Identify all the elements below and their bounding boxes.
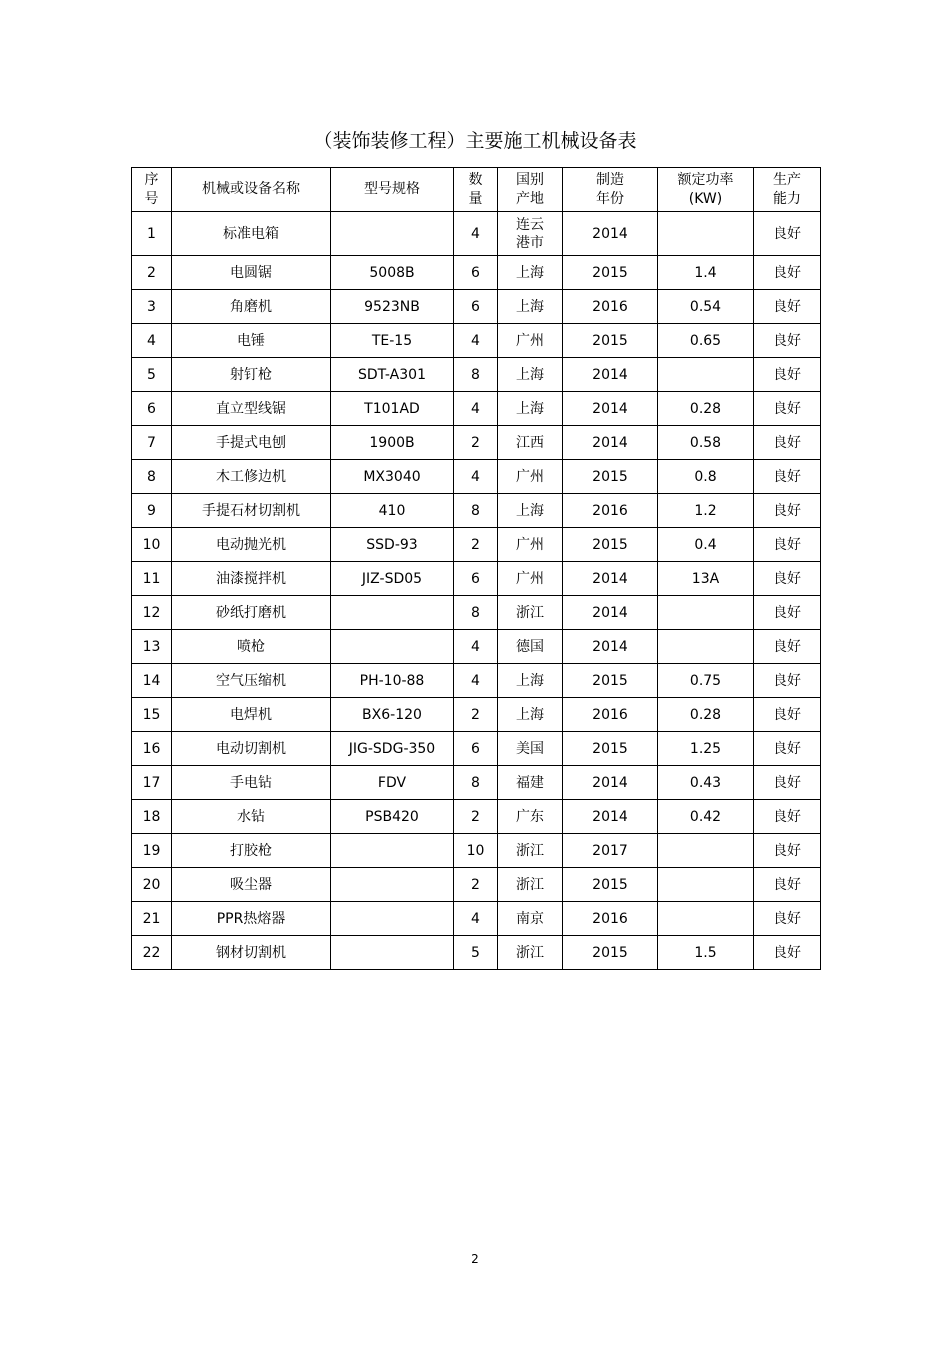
- cell-no: 7: [132, 426, 172, 460]
- cell-no: 19: [132, 834, 172, 868]
- table-row: [132, 358, 821, 392]
- cell-qty: 4: [454, 392, 498, 426]
- cell-no: 4: [132, 324, 172, 358]
- cell-capacity: 良好: [754, 800, 821, 834]
- col-header-capacity: [754, 168, 821, 212]
- table-row: [132, 324, 821, 358]
- cell-power: 1.2: [658, 494, 754, 528]
- cell-capacity: 良好: [754, 902, 821, 936]
- cell-year: 2015: [563, 460, 658, 494]
- table-row: [132, 698, 821, 732]
- cell-year: 2014: [563, 596, 658, 630]
- cell-year: 2014: [563, 392, 658, 426]
- cell-year: 2015: [563, 936, 658, 970]
- table-row: [132, 426, 821, 460]
- cell-power: 0.8: [658, 460, 754, 494]
- cell-model: [331, 596, 454, 630]
- cell-capacity: 良好: [754, 528, 821, 562]
- table-body: [132, 212, 821, 970]
- cell-model: SDT-A301: [331, 358, 454, 392]
- header-line-1: 国别: [516, 171, 544, 188]
- header-line-2: (KW): [688, 190, 723, 207]
- cell-no: 15: [132, 698, 172, 732]
- cell-capacity: 良好: [754, 664, 821, 698]
- cell-power: 0.43: [658, 766, 754, 800]
- cell-no: 20: [132, 868, 172, 902]
- cell-model: 1900B: [331, 426, 454, 460]
- header-line-1: 额定功率: [677, 171, 734, 188]
- cell-qty: 2: [454, 426, 498, 460]
- cell-year: 2015: [563, 528, 658, 562]
- cell-power: [658, 212, 754, 256]
- cell-capacity: 良好: [754, 834, 821, 868]
- cell-origin: 浙江: [498, 868, 563, 902]
- cell-name: 电动抛光机: [172, 528, 331, 562]
- cell-origin: 上海: [498, 256, 563, 290]
- cell-origin: 江西: [498, 426, 563, 460]
- cell-model: T101AD: [331, 392, 454, 426]
- cell-power: 1.5: [658, 936, 754, 970]
- col-header-origin: [498, 168, 563, 212]
- cell-model: [331, 936, 454, 970]
- cell-qty: 8: [454, 494, 498, 528]
- cell-no: 6: [132, 392, 172, 426]
- table-row: [132, 562, 821, 596]
- cell-model: MX3040: [331, 460, 454, 494]
- cell-qty: 10: [454, 834, 498, 868]
- cell-name: 吸尘器: [172, 868, 331, 902]
- cell-year: 2016: [563, 494, 658, 528]
- cell-power: [658, 358, 754, 392]
- cell-year: 2014: [563, 212, 658, 256]
- cell-year: 2014: [563, 800, 658, 834]
- cell-qty: 2: [454, 528, 498, 562]
- cell-no: 12: [132, 596, 172, 630]
- cell-model: BX6-120: [331, 698, 454, 732]
- cell-no: 11: [132, 562, 172, 596]
- cell-qty: 2: [454, 698, 498, 732]
- cell-no: 8: [132, 460, 172, 494]
- cell-qty: 8: [454, 358, 498, 392]
- cell-model: [331, 902, 454, 936]
- cell-capacity: 良好: [754, 256, 821, 290]
- header-line-1: 机械或设备名称: [202, 181, 300, 197]
- cell-qty: 4: [454, 212, 498, 256]
- cell-year: 2014: [563, 766, 658, 800]
- cell-qty: 8: [454, 596, 498, 630]
- cell-origin: 广州: [498, 324, 563, 358]
- header-line-1: 生产: [773, 171, 801, 188]
- cell-capacity: 良好: [754, 596, 821, 630]
- cell-origin: 上海: [498, 290, 563, 324]
- header-line-2: 能力: [773, 190, 801, 207]
- cell-power: 1.25: [658, 732, 754, 766]
- table-row: [132, 766, 821, 800]
- cell-origin: [498, 212, 563, 256]
- cell-no: 1: [132, 212, 172, 256]
- cell-power: 0.4: [658, 528, 754, 562]
- cell-capacity: 良好: [754, 324, 821, 358]
- cell-no: 3: [132, 290, 172, 324]
- cell-year: 2015: [563, 868, 658, 902]
- cell-capacity: 良好: [754, 630, 821, 664]
- table-row: [132, 460, 821, 494]
- cell-name: 射钉枪: [172, 358, 331, 392]
- cell-no: 21: [132, 902, 172, 936]
- cell-year: 2014: [563, 358, 658, 392]
- cell-model: [331, 868, 454, 902]
- header-line-1: 序: [144, 171, 159, 188]
- col-header-no: [132, 168, 172, 212]
- cell-year: 2014: [563, 630, 658, 664]
- origin-line-1: 连云: [516, 216, 544, 233]
- cell-name: 电圆锯: [172, 256, 331, 290]
- cell-no: 17: [132, 766, 172, 800]
- cell-model: TE-15: [331, 324, 454, 358]
- cell-no: 2: [132, 256, 172, 290]
- header-line-1: 型号规格: [364, 181, 420, 197]
- table-row: [132, 494, 821, 528]
- cell-origin: 福建: [498, 766, 563, 800]
- cell-origin: 广东: [498, 800, 563, 834]
- cell-qty: 6: [454, 732, 498, 766]
- cell-origin: 广州: [498, 460, 563, 494]
- cell-year: 2016: [563, 902, 658, 936]
- cell-no: 9: [132, 494, 172, 528]
- cell-capacity: 良好: [754, 698, 821, 732]
- cell-origin: 上海: [498, 664, 563, 698]
- header-line-1: 数: [468, 171, 483, 188]
- cell-origin: 上海: [498, 698, 563, 732]
- cell-name: 电动切割机: [172, 732, 331, 766]
- cell-year: 2015: [563, 664, 658, 698]
- cell-power: 0.28: [658, 392, 754, 426]
- table-row: [132, 800, 821, 834]
- header-line-2: 量: [468, 190, 483, 207]
- cell-model: [331, 212, 454, 256]
- cell-capacity: 良好: [754, 460, 821, 494]
- cell-power: [658, 868, 754, 902]
- cell-power: 0.28: [658, 698, 754, 732]
- cell-model: 9523NB: [331, 290, 454, 324]
- table-row: [132, 902, 821, 936]
- cell-model: FDV: [331, 766, 454, 800]
- cell-model: [331, 630, 454, 664]
- cell-qty: 6: [454, 256, 498, 290]
- cell-no: 5: [132, 358, 172, 392]
- table-row: [132, 630, 821, 664]
- cell-year: 2015: [563, 256, 658, 290]
- cell-origin: 浙江: [498, 936, 563, 970]
- cell-model: SSD-93: [331, 528, 454, 562]
- cell-name: PPR热熔器: [172, 902, 331, 936]
- cell-origin: 南京: [498, 902, 563, 936]
- table-row: [132, 868, 821, 902]
- cell-name: 电锤: [172, 324, 331, 358]
- cell-qty: 4: [454, 324, 498, 358]
- cell-name: 手提式电刨: [172, 426, 331, 460]
- col-header-power: [658, 168, 754, 212]
- cell-power: 0.58: [658, 426, 754, 460]
- cell-origin: 美国: [498, 732, 563, 766]
- table-row: [132, 834, 821, 868]
- cell-origin: 浙江: [498, 596, 563, 630]
- cell-no: 18: [132, 800, 172, 834]
- cell-capacity: 良好: [754, 426, 821, 460]
- cell-capacity: 良好: [754, 358, 821, 392]
- cell-origin: 浙江: [498, 834, 563, 868]
- cell-model: PSB420: [331, 800, 454, 834]
- cell-name: 砂纸打磨机: [172, 596, 331, 630]
- cell-name: 直立型线锯: [172, 392, 331, 426]
- cell-no: 22: [132, 936, 172, 970]
- cell-origin: 上海: [498, 494, 563, 528]
- cell-power: 13A: [658, 562, 754, 596]
- table-row: [132, 290, 821, 324]
- cell-model: JIZ-SD05: [331, 562, 454, 596]
- cell-no: 13: [132, 630, 172, 664]
- cell-origin: 德国: [498, 630, 563, 664]
- header-line-2: 产地: [516, 190, 544, 207]
- cell-capacity: 良好: [754, 562, 821, 596]
- cell-year: 2015: [563, 732, 658, 766]
- cell-model: 5008B: [331, 256, 454, 290]
- table-row: [132, 212, 821, 256]
- cell-power: [658, 596, 754, 630]
- cell-capacity: 良好: [754, 732, 821, 766]
- cell-year: 2017: [563, 834, 658, 868]
- cell-qty: 4: [454, 664, 498, 698]
- table-header-row: [132, 168, 821, 212]
- table-row: [132, 256, 821, 290]
- header-line-1: 制造: [596, 171, 624, 188]
- equipment-table: [131, 167, 821, 970]
- cell-no: 14: [132, 664, 172, 698]
- cell-origin: 上海: [498, 392, 563, 426]
- cell-qty: 2: [454, 800, 498, 834]
- cell-name: 手提石材切割机: [172, 494, 331, 528]
- cell-name: 手电钻: [172, 766, 331, 800]
- cell-capacity: 良好: [754, 936, 821, 970]
- cell-qty: 6: [454, 562, 498, 596]
- cell-qty: 8: [454, 766, 498, 800]
- cell-year: 2014: [563, 562, 658, 596]
- cell-origin: 上海: [498, 358, 563, 392]
- table-row: [132, 664, 821, 698]
- table-row: [132, 936, 821, 970]
- col-header-year: [563, 168, 658, 212]
- cell-qty: 4: [454, 630, 498, 664]
- cell-power: 0.65: [658, 324, 754, 358]
- cell-qty: 5: [454, 936, 498, 970]
- cell-year: 2016: [563, 698, 658, 732]
- cell-model: JIG-SDG-350: [331, 732, 454, 766]
- cell-name: 木工修边机: [172, 460, 331, 494]
- cell-power: [658, 902, 754, 936]
- cell-origin: 广州: [498, 562, 563, 596]
- cell-power: 0.42: [658, 800, 754, 834]
- header-line-2: 号: [144, 190, 159, 207]
- cell-model: PH-10-88: [331, 664, 454, 698]
- cell-name: 水钻: [172, 800, 331, 834]
- cell-name: 标准电箱: [172, 212, 331, 256]
- cell-name: 角磨机: [172, 290, 331, 324]
- cell-no: 10: [132, 528, 172, 562]
- cell-capacity: 良好: [754, 212, 821, 256]
- cell-year: 2014: [563, 426, 658, 460]
- cell-origin: 广州: [498, 528, 563, 562]
- col-header-name: [172, 168, 331, 212]
- table-row: [132, 528, 821, 562]
- col-header-model: [331, 168, 454, 212]
- origin-line-2: 港市: [516, 234, 544, 251]
- cell-capacity: 良好: [754, 494, 821, 528]
- table-row: [132, 596, 821, 630]
- cell-power: [658, 630, 754, 664]
- header-line-2: 年份: [596, 190, 624, 207]
- cell-year: 2016: [563, 290, 658, 324]
- page-number: 2: [471, 1252, 479, 1266]
- cell-no: 16: [132, 732, 172, 766]
- cell-capacity: 良好: [754, 392, 821, 426]
- cell-name: 打胶枪: [172, 834, 331, 868]
- cell-model: 410: [331, 494, 454, 528]
- cell-qty: 2: [454, 868, 498, 902]
- cell-power: 1.4: [658, 256, 754, 290]
- cell-name: 电焊机: [172, 698, 331, 732]
- cell-name: 喷枪: [172, 630, 331, 664]
- cell-qty: 4: [454, 460, 498, 494]
- cell-name: 油漆搅拌机: [172, 562, 331, 596]
- col-header-qty: [454, 168, 498, 212]
- cell-qty: 6: [454, 290, 498, 324]
- table-row: [132, 732, 821, 766]
- cell-capacity: 良好: [754, 868, 821, 902]
- cell-power: 0.75: [658, 664, 754, 698]
- cell-capacity: 良好: [754, 766, 821, 800]
- document-title: （装饰装修工程）主要施工机械设备表: [313, 130, 637, 152]
- cell-name: 钢材切割机: [172, 936, 331, 970]
- cell-model: [331, 834, 454, 868]
- cell-power: 0.54: [658, 290, 754, 324]
- table-row: [132, 392, 821, 426]
- cell-year: 2015: [563, 324, 658, 358]
- cell-capacity: 良好: [754, 290, 821, 324]
- cell-qty: 4: [454, 902, 498, 936]
- cell-power: [658, 834, 754, 868]
- cell-name: 空气压缩机: [172, 664, 331, 698]
